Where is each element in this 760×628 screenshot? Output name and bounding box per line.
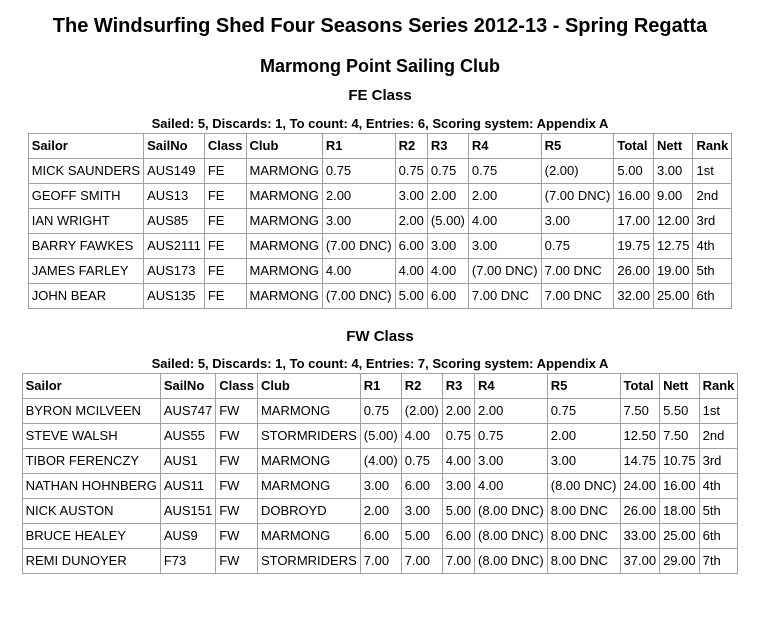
table-cell: 3.00 — [468, 234, 541, 259]
table-cell: 3.00 — [395, 184, 427, 209]
column-header: SailNo — [160, 374, 215, 399]
table-cell: AUS149 — [144, 159, 205, 184]
table-cell: AUS747 — [160, 399, 215, 424]
table-cell: AUS85 — [144, 209, 205, 234]
table-row — [28, 234, 732, 259]
table-cell: 2nd — [693, 184, 732, 209]
table-cell: AUS2111 — [144, 234, 205, 259]
table-cell: REMI DUNOYER — [22, 549, 160, 574]
table-cell: 19.00 — [653, 259, 693, 284]
column-header: Total — [620, 374, 660, 399]
table-row — [22, 399, 738, 424]
table-cell: 2.00 — [322, 184, 395, 209]
table-cell: FW — [216, 424, 258, 449]
table-cell: (7.00 DNC) — [322, 234, 395, 259]
column-header: Sailor — [22, 374, 160, 399]
table-cell: 2.00 — [468, 184, 541, 209]
table-cell: AUS9 — [160, 524, 215, 549]
column-header: R1 — [360, 374, 401, 399]
table-cell: FE — [204, 209, 246, 234]
table-cell: (8.00 DNC) — [475, 524, 548, 549]
column-header: SailNo — [144, 134, 205, 159]
table-cell: 6.00 — [427, 284, 468, 309]
table-cell: AUS173 — [144, 259, 205, 284]
column-header: Rank — [693, 134, 732, 159]
table-cell: 5.00 — [395, 284, 427, 309]
table-cell: BRUCE HEALEY — [22, 524, 160, 549]
table-cell: (2.00) — [541, 159, 614, 184]
fw-class-title: FW Class — [346, 328, 414, 345]
table-cell: (8.00 DNC) — [547, 474, 620, 499]
table-cell: 37.00 — [620, 549, 660, 574]
table-cell: FE — [204, 184, 246, 209]
table-cell: 4.00 — [442, 449, 474, 474]
table-cell: 4.00 — [322, 259, 395, 284]
table-cell: FW — [216, 549, 258, 574]
fe-class-summary: Sailed: 5, Discards: 1, To count: 4, Entries: 6, Scoring system: Appendix A — [151, 116, 609, 131]
table-header-row — [22, 374, 738, 399]
column-header: R3 — [427, 134, 468, 159]
table-cell: 4.00 — [427, 259, 468, 284]
table-cell: 16.00 — [660, 474, 700, 499]
table-cell: 7.00 — [442, 549, 474, 574]
table-row — [28, 184, 732, 209]
table-row — [22, 424, 738, 449]
column-header: Sailor — [28, 134, 143, 159]
column-header: R4 — [475, 374, 548, 399]
table-cell: 2.00 — [475, 399, 548, 424]
table-cell: (8.00 DNC) — [475, 549, 548, 574]
table-cell: 3.00 — [541, 209, 614, 234]
table-cell: STORMRIDERS — [257, 424, 360, 449]
table-cell: MARMONG — [246, 159, 322, 184]
table-cell: 0.75 — [395, 159, 427, 184]
table-cell: 3.00 — [401, 499, 442, 524]
table-cell: STORMRIDERS — [257, 549, 360, 574]
table-cell: 10.75 — [660, 449, 700, 474]
table-cell: 8.00 DNC — [547, 549, 620, 574]
column-header: Nett — [660, 374, 700, 399]
table-cell: 7th — [699, 549, 738, 574]
table-cell: 2.00 — [427, 184, 468, 209]
table-cell: 5.00 — [614, 159, 654, 184]
table-cell: 3.00 — [322, 209, 395, 234]
table-cell: 25.00 — [653, 284, 693, 309]
table-cell: 3.00 — [653, 159, 693, 184]
column-header: R5 — [547, 374, 620, 399]
table-row — [22, 524, 738, 549]
table-cell: 25.00 — [660, 524, 700, 549]
table-cell: 32.00 — [614, 284, 654, 309]
table-cell: AUS135 — [144, 284, 205, 309]
table-cell: 0.75 — [468, 159, 541, 184]
table-cell: JAMES FARLEY — [28, 259, 143, 284]
table-cell: FE — [204, 159, 246, 184]
table-cell: 0.75 — [475, 424, 548, 449]
table-cell: 5.00 — [442, 499, 474, 524]
table-cell: 7.00 DNC — [541, 284, 614, 309]
table-cell: FE — [204, 259, 246, 284]
table-cell: 5.00 — [401, 524, 442, 549]
table-cell: MICK SAUNDERS — [28, 159, 143, 184]
table-cell: JOHN BEAR — [28, 284, 143, 309]
table-cell: 18.00 — [660, 499, 700, 524]
fw-class-summary: Sailed: 5, Discards: 1, To count: 4, Entries: 7, Scoring system: Appendix A — [151, 356, 609, 371]
table-cell: 6.00 — [401, 474, 442, 499]
table-cell: GEOFF SMITH — [28, 184, 143, 209]
table-cell: (8.00 DNC) — [475, 499, 548, 524]
table-cell: FW — [216, 524, 258, 549]
table-cell: 1st — [693, 159, 732, 184]
table-cell: MARMONG — [257, 474, 360, 499]
table-cell: BARRY FAWKES — [28, 234, 143, 259]
column-header: R2 — [395, 134, 427, 159]
table-cell: BYRON MCILVEEN — [22, 399, 160, 424]
column-header: R3 — [442, 374, 474, 399]
table-cell: MARMONG — [246, 284, 322, 309]
table-cell: 9.00 — [653, 184, 693, 209]
fw-results-table — [22, 373, 739, 574]
table-cell: NATHAN HOHNBERG — [22, 474, 160, 499]
table-cell: 0.75 — [322, 159, 395, 184]
table-cell: 1st — [699, 399, 738, 424]
table-cell: MARMONG — [246, 209, 322, 234]
table-cell: (7.00 DNC) — [468, 259, 541, 284]
table-row — [28, 259, 732, 284]
table-row — [28, 209, 732, 234]
table-cell: 0.75 — [360, 399, 401, 424]
table-row — [22, 549, 738, 574]
table-cell: 2.00 — [442, 399, 474, 424]
table-cell: 3.00 — [547, 449, 620, 474]
table-cell: 2nd — [699, 424, 738, 449]
table-cell: 7.50 — [660, 424, 700, 449]
table-cell: 12.00 — [653, 209, 693, 234]
column-header: Club — [246, 134, 322, 159]
table-cell: 3.00 — [442, 474, 474, 499]
table-cell: FW — [216, 449, 258, 474]
table-cell: TIBOR FERENCZY — [22, 449, 160, 474]
table-cell: 0.75 — [427, 159, 468, 184]
table-header-row — [28, 134, 732, 159]
table-cell: 0.75 — [547, 399, 620, 424]
table-cell: FW — [216, 499, 258, 524]
table-cell: 7.50 — [620, 399, 660, 424]
table-cell: 12.75 — [653, 234, 693, 259]
table-cell: 7.00 DNC — [541, 259, 614, 284]
table-cell: 5.50 — [660, 399, 700, 424]
table-cell: MARMONG — [246, 184, 322, 209]
table-cell: AUS55 — [160, 424, 215, 449]
column-header: Class — [216, 374, 258, 399]
column-header: Total — [614, 134, 654, 159]
table-cell: 2.00 — [547, 424, 620, 449]
table-cell: (2.00) — [401, 399, 442, 424]
table-cell: 17.00 — [614, 209, 654, 234]
table-cell: 5th — [699, 499, 738, 524]
column-header: R4 — [468, 134, 541, 159]
table-cell: 3.00 — [475, 449, 548, 474]
table-cell: AUS11 — [160, 474, 215, 499]
table-cell: 4th — [693, 234, 732, 259]
table-cell: FE — [204, 234, 246, 259]
table-cell: 3.00 — [427, 234, 468, 259]
table-cell: 5th — [693, 259, 732, 284]
table-row — [22, 449, 738, 474]
table-cell: IAN WRIGHT — [28, 209, 143, 234]
page-title: The Windsurfing Shed Four Seasons Series 2012-13 - Spring Regatta — [52, 15, 708, 37]
table-cell: NICK AUSTON — [22, 499, 160, 524]
table-cell: 4th — [699, 474, 738, 499]
table-cell: (5.00) — [360, 424, 401, 449]
table-cell: 29.00 — [660, 549, 700, 574]
column-header: Class — [204, 134, 246, 159]
table-row — [28, 159, 732, 184]
table-cell: 4.00 — [401, 424, 442, 449]
table-cell: 26.00 — [620, 499, 660, 524]
table-cell: 8.00 DNC — [547, 524, 620, 549]
table-cell: AUS13 — [144, 184, 205, 209]
club-name: Marmong Point Sailing Club — [260, 56, 500, 76]
table-cell: 12.50 — [620, 424, 660, 449]
table-cell: 4.00 — [395, 259, 427, 284]
table-cell: 0.75 — [541, 234, 614, 259]
column-header: Rank — [699, 374, 738, 399]
table-cell: 3.00 — [360, 474, 401, 499]
table-cell: 8.00 DNC — [547, 499, 620, 524]
table-cell: FE — [204, 284, 246, 309]
table-cell: 6th — [699, 524, 738, 549]
table-cell: 33.00 — [620, 524, 660, 549]
table-cell: MARMONG — [257, 399, 360, 424]
table-cell: 7.00 — [401, 549, 442, 574]
table-cell: F73 — [160, 549, 215, 574]
column-header: Nett — [653, 134, 693, 159]
table-cell: 26.00 — [614, 259, 654, 284]
table-cell: FW — [216, 399, 258, 424]
table-cell: 6.00 — [395, 234, 427, 259]
table-cell: 2.00 — [360, 499, 401, 524]
table-cell: 6.00 — [360, 524, 401, 549]
table-cell: DOBROYD — [257, 499, 360, 524]
table-cell: 24.00 — [620, 474, 660, 499]
table-cell: (7.00 DNC) — [541, 184, 614, 209]
column-header: R5 — [541, 134, 614, 159]
table-row — [22, 474, 738, 499]
table-cell: STEVE WALSH — [22, 424, 160, 449]
table-cell: MARMONG — [257, 524, 360, 549]
fe-results-table — [28, 133, 733, 309]
column-header: R1 — [322, 134, 395, 159]
table-cell: MARMONG — [257, 449, 360, 474]
table-cell: AUS1 — [160, 449, 215, 474]
table-cell: 7.00 — [360, 549, 401, 574]
table-cell: (5.00) — [427, 209, 468, 234]
table-cell: FW — [216, 474, 258, 499]
table-cell: MARMONG — [246, 234, 322, 259]
table-cell: 6th — [693, 284, 732, 309]
table-cell: 14.75 — [620, 449, 660, 474]
table-cell: 16.00 — [614, 184, 654, 209]
column-header: R2 — [401, 374, 442, 399]
table-cell: (4.00) — [360, 449, 401, 474]
column-header: Club — [257, 374, 360, 399]
table-cell: (7.00 DNC) — [322, 284, 395, 309]
table-row — [22, 499, 738, 524]
table-cell: 6.00 — [442, 524, 474, 549]
table-cell: MARMONG — [246, 259, 322, 284]
table-cell: AUS151 — [160, 499, 215, 524]
table-cell: 19.75 — [614, 234, 654, 259]
table-cell: 4.00 — [468, 209, 541, 234]
table-cell: 2.00 — [395, 209, 427, 234]
fe-class-title: FE Class — [348, 87, 412, 104]
table-cell: 0.75 — [442, 424, 474, 449]
table-cell: 3rd — [693, 209, 732, 234]
table-row — [28, 284, 732, 309]
table-cell: 4.00 — [475, 474, 548, 499]
table-cell: 7.00 DNC — [468, 284, 541, 309]
table-cell: 0.75 — [401, 449, 442, 474]
table-cell: 3rd — [699, 449, 738, 474]
